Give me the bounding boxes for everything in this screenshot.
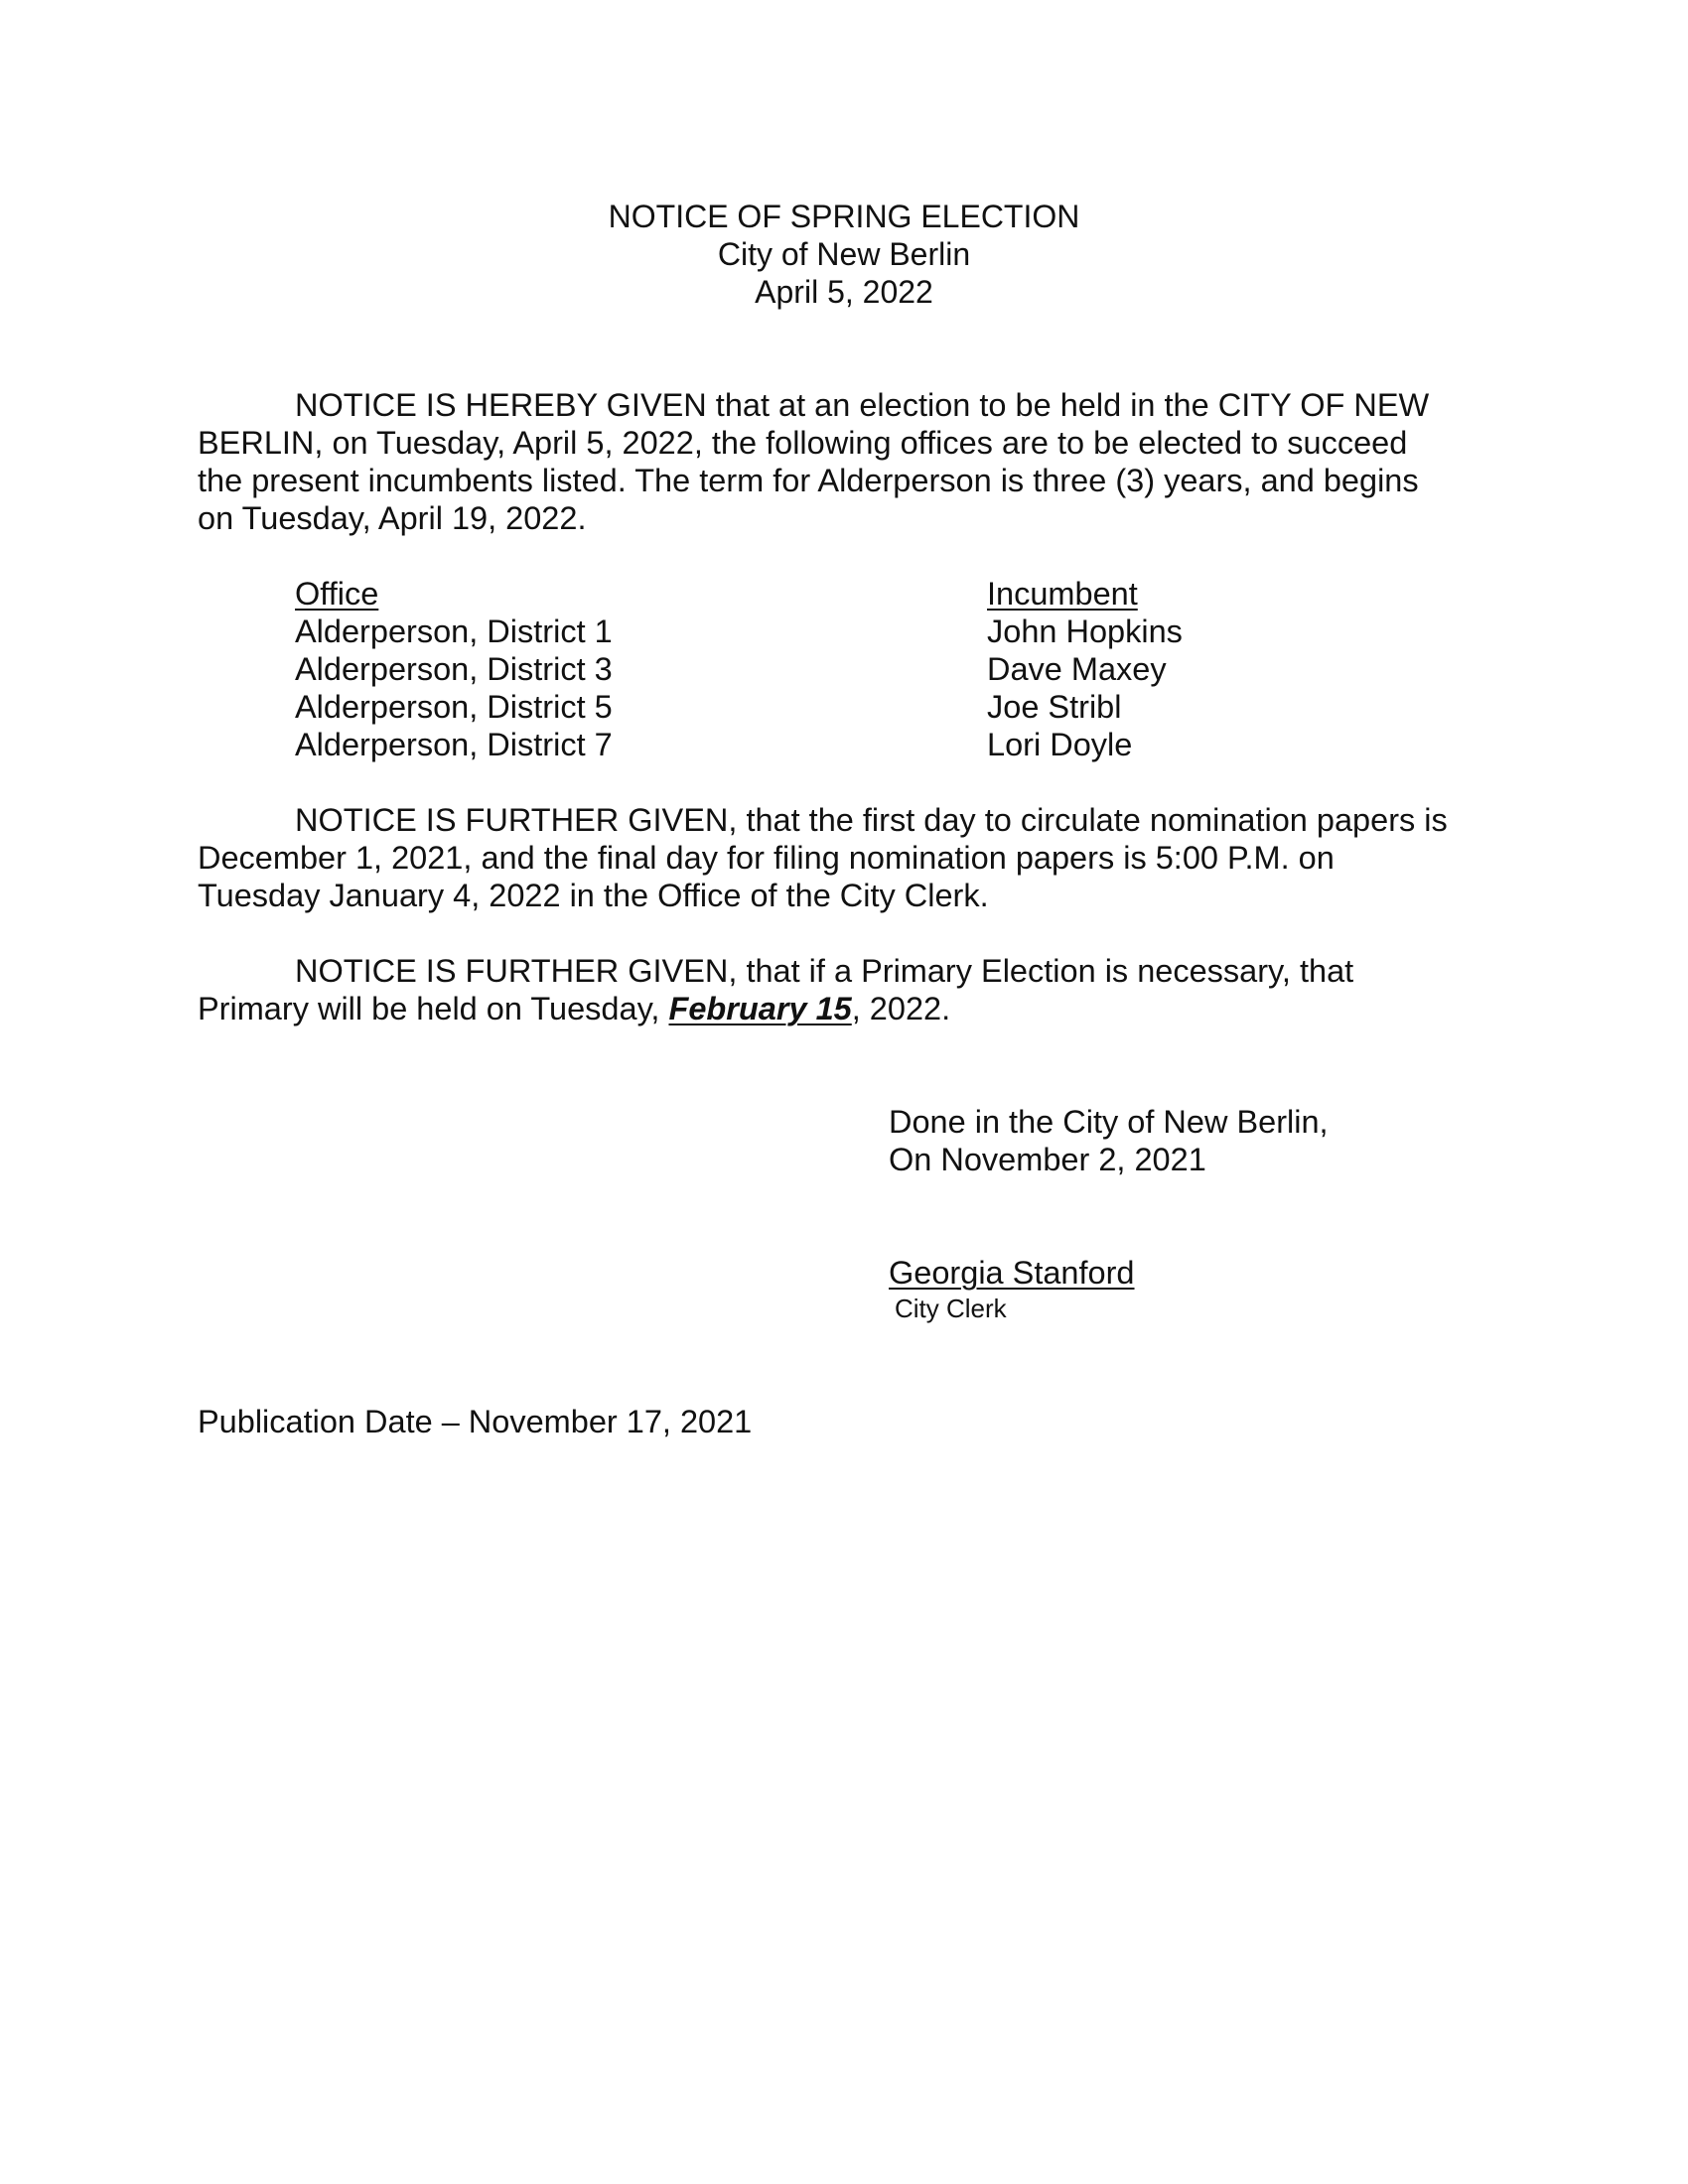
paragraph-line: BERLIN, on Tuesday, April 5, 2022, the following offices are to be elected to succeed (198, 425, 1408, 461)
office-cell: Alderperson, District 1 (295, 614, 613, 649)
publication-date: Publication Date – November 17, 2021 (198, 1404, 753, 1439)
notice-municipality: City of New Berlin (717, 236, 971, 272)
paragraph-line: the present incumbents listed. The term for Alderperson is three (3) years, and begins (198, 463, 1419, 498)
paragraph-line: NOTICE IS FURTHER GIVEN, that if a Primary Election is necessary, that (295, 953, 1354, 989)
office-cell: Alderperson, District 7 (295, 727, 613, 762)
office-cell: Alderperson, District 5 (295, 689, 613, 725)
paragraph-line: Tuesday January 4, 2022 in the Office of the City Clerk. (198, 878, 989, 913)
incumbent-cell: Dave Maxey (987, 651, 1167, 687)
column-header-office: Office (295, 576, 379, 612)
notice-title: NOTICE OF SPRING ELECTION (608, 199, 1080, 234)
primary-text-prefix: Primary will be held on Tuesday, (198, 991, 669, 1026)
incumbent-cell: John Hopkins (987, 614, 1183, 649)
paragraph-line: on Tuesday, April 19, 2022. (198, 500, 587, 536)
signer-name: Georgia Stanford (889, 1255, 1135, 1291)
paragraph-line: December 1, 2021, and the final day for filing nomination papers is 5:00 P.M. on (198, 840, 1335, 876)
incumbent-cell: Joe Stribl (987, 689, 1122, 725)
paragraph-line: NOTICE IS HEREBY GIVEN that at an election to be held in the CITY OF NEW (295, 387, 1430, 423)
signer-title: City Clerk (895, 1294, 1007, 1323)
done-on-date: On November 2, 2021 (889, 1142, 1206, 1177)
done-in-line: Done in the City of New Berlin, (889, 1104, 1329, 1140)
notice-election-date: April 5, 2022 (755, 274, 933, 310)
column-header-incumbent: Incumbent (987, 576, 1138, 612)
primary-text-suffix: , 2022. (851, 991, 951, 1026)
paragraph-line: NOTICE IS FURTHER GIVEN, that the first day to circulate nomination papers is (295, 802, 1448, 838)
primary-date-emphasis: February 15 (668, 991, 852, 1026)
paragraph-line (198, 990, 950, 1027)
office-cell: Alderperson, District 3 (295, 651, 613, 687)
incumbent-cell: Lori Doyle (987, 727, 1133, 762)
